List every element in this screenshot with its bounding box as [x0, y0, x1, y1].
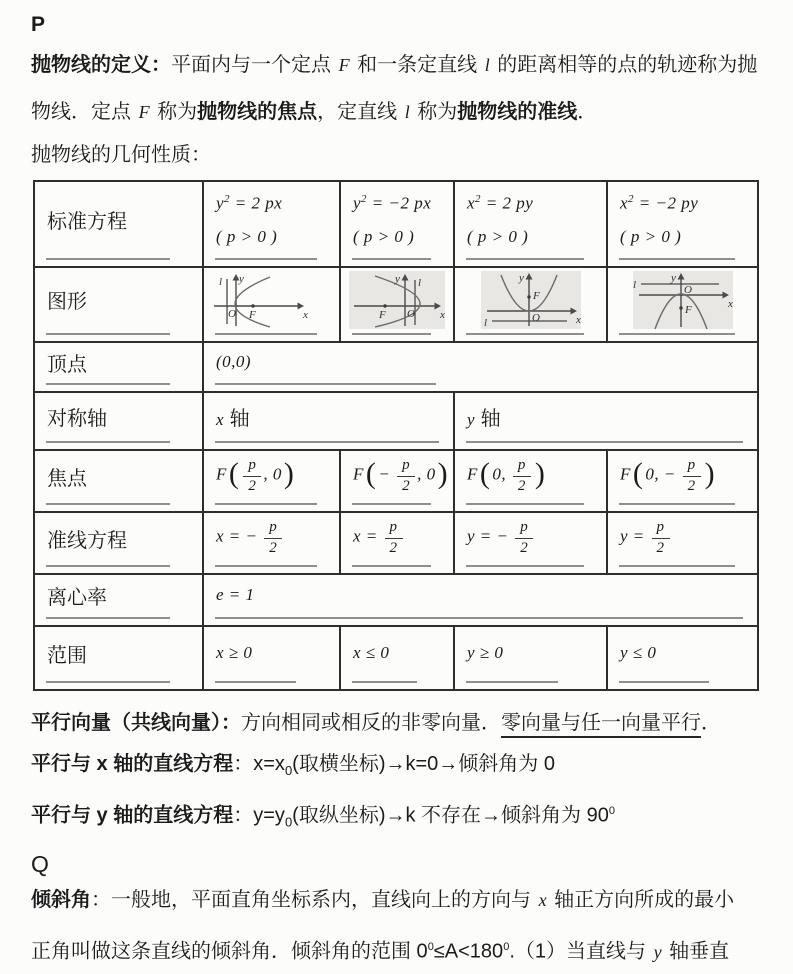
- eccentricity-value: e = 1: [216, 585, 255, 604]
- blank-line: [215, 441, 439, 443]
- fraction-numerator: p: [683, 457, 701, 476]
- underlined-phrase: 零向量与任一向量平行: [501, 712, 701, 738]
- text-run: ：: [233, 804, 254, 827]
- axis-var: y: [467, 409, 476, 429]
- table-row-axis: [34, 392, 758, 450]
- open-paren: (: [479, 457, 491, 490]
- math-var-F: F: [138, 102, 150, 122]
- eq-base: y: [216, 193, 225, 213]
- row-label-eccentricity: [34, 574, 203, 626]
- blank-line: [466, 503, 584, 505]
- blank-line: [215, 333, 317, 335]
- text-run: 称为: [411, 101, 458, 123]
- fraction-numerator: p: [397, 457, 415, 476]
- condition: ( p > 0 ): [620, 227, 682, 247]
- graph-label-l: l: [483, 317, 487, 329]
- parallel-y-heading: 平行与 y 轴的直线方程: [31, 804, 234, 827]
- blank-line: [215, 617, 743, 619]
- row-label-text: 图形: [47, 291, 87, 313]
- graph-label-l: l: [418, 277, 422, 289]
- cell-range-2: [340, 626, 454, 690]
- fraction-denominator: 2: [269, 539, 278, 556]
- cell-axis-y: [454, 392, 758, 450]
- range-value: x ≤ 0: [353, 643, 390, 662]
- subscript: 0: [284, 814, 293, 830]
- notes-section: [31, 703, 765, 843]
- blank-line: [619, 681, 709, 683]
- cell-range-4: [607, 626, 758, 690]
- eq-rest: = −2 px: [367, 193, 432, 213]
- graph-label-f: F: [684, 304, 692, 316]
- equation-text: (取横坐标)→k=0→倾斜角为 0: [292, 752, 555, 775]
- cell-range-1: [203, 626, 340, 690]
- cell-graph-opens-up: [454, 267, 607, 342]
- cell-focus-2: [340, 450, 454, 512]
- cell-eq-right: [203, 181, 340, 267]
- directrix-term: 抛物线的准线: [457, 101, 578, 123]
- focus-F: F: [467, 464, 478, 484]
- row-label-standard-equation: [34, 181, 203, 267]
- section-marker-q: Q: [31, 851, 49, 878]
- blank-line: [46, 258, 170, 260]
- blank-line: [352, 565, 431, 567]
- text-run: 一般地，平面直角坐标系内，直线向上的方向与: [111, 889, 537, 912]
- cell-graph-opens-right: [203, 267, 340, 342]
- eq-exponent: 2: [628, 192, 635, 205]
- eq-exponent: 2: [224, 192, 231, 205]
- fraction-numerator: p: [515, 519, 533, 538]
- table-row-standard-equation: [34, 181, 758, 267]
- row-label-graph: [34, 267, 203, 342]
- equation: [216, 193, 331, 214]
- definition-heading: 抛物线的定义：: [31, 54, 171, 76]
- blank-line: [466, 441, 743, 443]
- row-label-focus: [34, 450, 203, 512]
- cell-focus-3: [454, 450, 607, 512]
- blank-line: [352, 503, 431, 505]
- row-label-text: 范围: [47, 644, 87, 667]
- graph-label-l: l: [632, 279, 636, 291]
- axis-word: 轴: [475, 407, 501, 430]
- text-run: 轴正方向所成的最小: [548, 889, 735, 912]
- text-run: 的距离相等的点的轨迹称为抛: [491, 54, 758, 76]
- fraction: [243, 457, 261, 495]
- fraction-numerator: p: [264, 519, 282, 538]
- condition: ( p > 0 ): [216, 227, 278, 247]
- blank-line: [466, 681, 558, 683]
- directrix-lhs: y =: [620, 526, 650, 546]
- equation: [620, 193, 749, 214]
- fraction-numerator: p: [385, 519, 403, 538]
- cell-directrix-3: [454, 512, 607, 574]
- blank-line: [215, 503, 317, 505]
- focus-before: 0, −: [645, 464, 681, 484]
- cell-eq-down: [607, 181, 758, 267]
- parallel-y-axis-note: [31, 791, 765, 843]
- focus-after: , 0: [417, 464, 436, 484]
- inclination-definition-line2: [31, 926, 765, 974]
- graph-label-x: x: [303, 309, 308, 321]
- graph-label-y: y: [239, 273, 244, 285]
- superscript: 0: [503, 941, 510, 954]
- focus-F: F: [353, 464, 364, 484]
- parabola-properties-table: [33, 180, 759, 691]
- graph-label-y: y: [670, 272, 676, 284]
- inclination-heading: 倾斜角: [31, 889, 91, 912]
- cell-focus-4: [607, 450, 758, 512]
- parallel-vector-heading: 平行向量（共线向量）：: [31, 712, 241, 734]
- close-paren: ): [283, 457, 295, 490]
- fraction-numerator: p: [652, 519, 670, 538]
- text-run: 称为: [151, 101, 198, 123]
- range-value: x ≥ 0: [216, 643, 253, 662]
- fraction: [385, 519, 403, 557]
- row-label-vertex: [34, 342, 203, 392]
- graph-label-f: F: [249, 309, 256, 321]
- equation-text: x=x: [253, 752, 285, 775]
- directrix-lhs: x = −: [216, 526, 263, 546]
- row-label-text: 焦点: [47, 467, 87, 490]
- text-run: 方向相同或相反的非零向量．: [241, 712, 501, 734]
- eq-rest: = −2 py: [634, 193, 699, 213]
- blank-line: [352, 258, 431, 260]
- fraction: [513, 457, 531, 495]
- blank-line: [352, 333, 431, 335]
- fraction: [264, 519, 282, 557]
- blank-line: [215, 681, 296, 683]
- math-var-l: l: [404, 102, 410, 122]
- cell-directrix-1: [203, 512, 340, 574]
- fraction: [397, 457, 415, 495]
- focus-before: −: [378, 464, 396, 484]
- parabola-definition-line2: [31, 91, 765, 134]
- graph-label-o: O: [407, 308, 415, 320]
- range-value: y ≤ 0: [620, 643, 657, 662]
- eq-rest: = 2 py: [481, 193, 534, 213]
- blank-line: [46, 441, 170, 443]
- cell-range-3: [454, 626, 607, 690]
- focus-F: F: [216, 464, 227, 484]
- row-label-axis: [34, 392, 203, 450]
- superscript: 0: [427, 941, 434, 954]
- condition: ( p > 0 ): [467, 227, 529, 247]
- row-label-text: 顶点: [47, 353, 87, 376]
- fraction-denominator: 2: [517, 477, 526, 494]
- text-run: 正角叫做这条直线的倾斜角．倾斜角的范围 0: [31, 940, 428, 963]
- text-run: ：: [233, 752, 254, 775]
- fraction-denominator: 2: [687, 477, 696, 494]
- blank-line: [46, 503, 170, 505]
- graph-label-y: y: [518, 272, 524, 284]
- text-run: .（1）当直线与: [509, 940, 652, 963]
- equation-text: y=y: [253, 804, 285, 827]
- fraction-numerator: p: [513, 457, 531, 476]
- axis-var: x: [216, 409, 225, 429]
- text-run: ，定直线: [317, 101, 403, 123]
- fraction: [683, 457, 701, 495]
- graph-label-o: O: [531, 312, 540, 324]
- blank-line: [46, 333, 170, 335]
- math-var-F: F: [338, 55, 350, 75]
- graph-label-l: l: [219, 276, 223, 288]
- text-run: 和一条定直线: [351, 54, 483, 76]
- table-row-eccentricity: [34, 574, 758, 626]
- fraction-denominator: 2: [248, 477, 257, 494]
- vertex-value: (0,0): [216, 352, 252, 371]
- eq-base: x: [467, 193, 476, 213]
- open-paren: (: [632, 457, 644, 490]
- table-row-range: [34, 626, 758, 690]
- cell-eccentricity-value: [203, 574, 758, 626]
- cell-graph-opens-left: [340, 267, 454, 342]
- math-var-y: y: [653, 941, 662, 962]
- focus-after: , 0: [263, 464, 282, 484]
- focus-before: 0,: [492, 464, 511, 484]
- graph-label-x: x: [727, 298, 733, 310]
- cell-axis-x: [203, 392, 454, 450]
- range-value: y ≥ 0: [467, 643, 504, 662]
- cell-focus-1: [203, 450, 340, 512]
- equation: [467, 193, 598, 214]
- eq-base: x: [620, 193, 629, 213]
- table-row-directrix: [34, 512, 758, 574]
- table-row-focus: [34, 450, 758, 512]
- properties-heading: 抛物线的几何性质：: [31, 144, 211, 166]
- text-run: ：: [91, 889, 111, 912]
- text-run: ．: [577, 101, 598, 123]
- superscript: 0: [608, 805, 615, 817]
- close-paren: ): [437, 457, 449, 490]
- graph-label-y: y: [395, 273, 400, 285]
- cell-graph-opens-down: [607, 267, 758, 342]
- fraction: [515, 519, 533, 557]
- parallel-vector-note: [31, 703, 765, 744]
- cell-directrix-4: [607, 512, 758, 574]
- text-run: 平面内与一个定点: [171, 54, 337, 76]
- fraction-denominator: 2: [656, 539, 665, 556]
- parabola-definition-line1: [31, 44, 765, 87]
- parallel-x-axis-note: [31, 744, 765, 792]
- blank-line: [352, 681, 417, 683]
- row-label-text: 标准方程: [47, 210, 127, 233]
- blank-line: [619, 503, 735, 505]
- focus-term: 抛物线的焦点: [197, 101, 318, 123]
- table-row-graph: [34, 267, 758, 342]
- row-label-text: 准线方程: [47, 529, 127, 552]
- text-run: 轴垂直: [663, 940, 730, 963]
- cell-directrix-2: [340, 512, 454, 574]
- graph-label-o: O: [683, 284, 692, 296]
- parallel-x-heading: 平行与 x 轴的直线方程: [31, 752, 234, 775]
- blank-line: [46, 383, 170, 385]
- table-row-vertex: [34, 342, 758, 392]
- text-run: ．: [701, 712, 721, 734]
- eq-base: y: [353, 193, 362, 213]
- parabola-graph-opens-right: [208, 271, 312, 329]
- eq-rest: = 2 px: [230, 193, 283, 213]
- graph-label-f: F: [379, 309, 386, 321]
- graph-label-x: x: [575, 314, 581, 326]
- blank-line: [619, 565, 735, 567]
- inclination-definition-line1: [31, 879, 765, 922]
- cell-eq-up: [454, 181, 607, 267]
- row-label-text: 离心率: [47, 586, 107, 609]
- equation-text: (取纵坐标)→k 不存在→倾斜角为 90: [292, 804, 609, 827]
- cell-eq-left: [340, 181, 454, 267]
- focus-F: F: [620, 464, 631, 484]
- blank-line: [466, 258, 584, 260]
- blank-line: [619, 258, 735, 260]
- blank-line: [215, 383, 436, 385]
- graph-label-f: F: [532, 290, 540, 302]
- equation: [353, 193, 445, 214]
- blank-line: [46, 565, 170, 567]
- graph-label-x: x: [440, 309, 445, 321]
- row-label-text: 对称轴: [47, 407, 107, 430]
- axis-word: 轴: [224, 407, 250, 430]
- math-var-l: l: [484, 55, 490, 75]
- parabola-graph-opens-left: [347, 271, 447, 329]
- blank-line: [46, 617, 170, 619]
- blank-line: [215, 565, 317, 567]
- fraction: [652, 519, 670, 557]
- blank-line: [619, 333, 735, 335]
- fraction-denominator: 2: [389, 539, 398, 556]
- condition: ( p > 0 ): [353, 227, 415, 247]
- text-run: ≤A<180: [433, 940, 504, 963]
- cell-vertex-value: [203, 342, 758, 392]
- directrix-lhs: y = −: [467, 526, 514, 546]
- blank-line: [215, 258, 317, 260]
- subscript: 0: [284, 762, 293, 778]
- fraction-denominator: 2: [402, 477, 411, 494]
- fraction-denominator: 2: [520, 539, 529, 556]
- open-paren: (: [365, 457, 377, 490]
- eq-exponent: 2: [361, 192, 368, 205]
- blank-line: [466, 565, 584, 567]
- parabola-graph-opens-up: [475, 271, 587, 329]
- directrix-lhs: x =: [353, 526, 383, 546]
- math-var-x: x: [538, 890, 547, 911]
- row-label-range: [34, 626, 203, 690]
- close-paren: ): [534, 457, 546, 490]
- section-marker-p: P: [31, 13, 46, 36]
- fraction-numerator: p: [243, 457, 261, 476]
- blank-line: [46, 681, 170, 683]
- text-run: 物线．定点: [31, 101, 137, 123]
- parabola-graph-opens-down: [627, 271, 739, 329]
- eq-exponent: 2: [475, 192, 482, 205]
- close-paren: ): [704, 457, 716, 490]
- open-paren: (: [228, 457, 240, 490]
- row-label-directrix: [34, 512, 203, 574]
- blank-line: [466, 333, 584, 335]
- graph-label-o: O: [228, 308, 236, 320]
